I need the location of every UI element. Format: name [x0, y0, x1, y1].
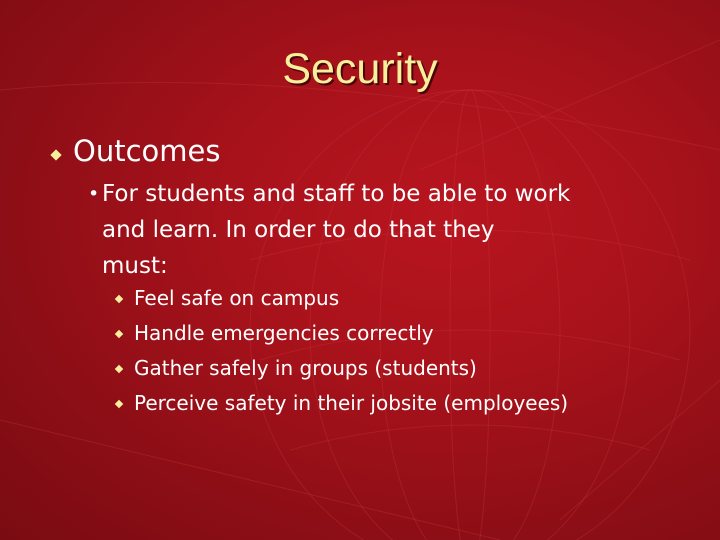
slide-title: Security: [282, 45, 438, 93]
sub-bullet-line: For students and staff to be able to work: [102, 181, 571, 207]
list-item-text: Gather safely in groups (students): [134, 356, 477, 380]
outcomes-label: Outcomes: [73, 134, 221, 168]
list-item: [113, 283, 703, 318]
list-item-text: Handle emergencies correctly: [134, 321, 434, 345]
diamond-bullet-icon: [115, 330, 123, 338]
list-item-text: Feel safe on campus: [134, 286, 340, 310]
list-item: [113, 353, 703, 388]
list-item: [113, 318, 703, 353]
sub-bullet-line: must:: [102, 253, 168, 279]
list-item-text: Perceive safety in their jobsite (employees): [134, 391, 569, 415]
diamond-bullet-icon: [115, 295, 123, 303]
outcome-items-list: [113, 283, 703, 423]
bullet-outcomes: [40, 132, 680, 172]
dot-bullet-icon: •: [88, 183, 100, 205]
diamond-bullet-icon: [115, 365, 123, 373]
diamond-bullet-icon: [50, 149, 61, 160]
diamond-bullet-icon: [115, 400, 123, 408]
sub-bullet-line: and learn. In order to do that they: [102, 217, 495, 243]
sub-bullet-text: [102, 176, 692, 284]
list-item: [113, 388, 703, 423]
